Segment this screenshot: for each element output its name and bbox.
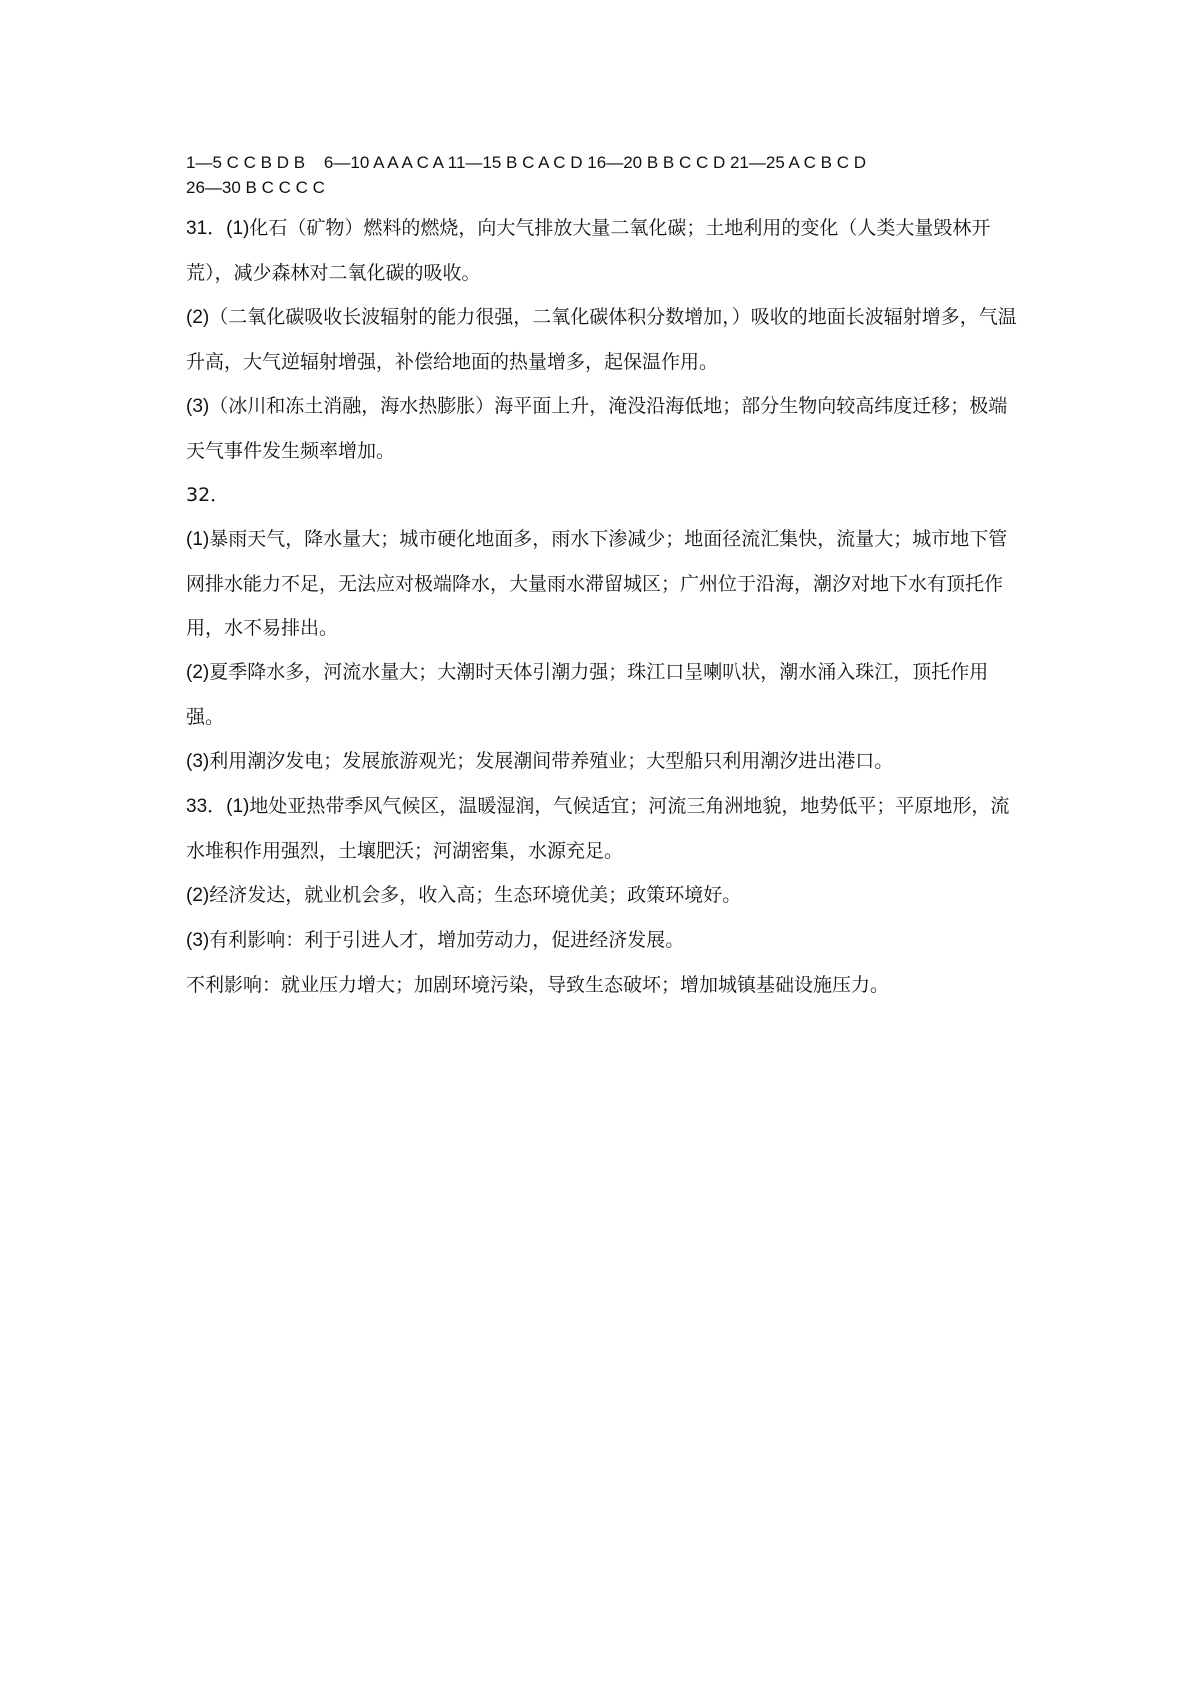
q33-part3-label: (3) — [186, 930, 210, 951]
q33-part2-label: (2) — [186, 885, 210, 906]
q31-part1-label: 31．(1) — [186, 218, 250, 239]
answer-key-line-1: 1—5 C C B D B 6—10 A A A C A 11—15 B C A C D 16—20 B B C C D 21—25 A C B C D — [186, 153, 867, 172]
q32-part2 — [186, 650, 1026, 739]
q32-part2-text: 夏季降水多，河流水量大；大潮时天体引潮力强；珠江口呈喇叭状，潮水涌入珠江，顶托作用强。 — [186, 661, 989, 728]
q31-part1 — [186, 206, 1026, 295]
q33-part3 — [186, 918, 1026, 963]
q33-part2-text: 经济发达，就业机会多，收入高；生态环境优美；政策环境好。 — [209, 884, 742, 906]
q32-part2-label: (2) — [186, 662, 210, 683]
q33-part4: 不利影响：就业压力增大；加剧环境污染，导致生态破坏；增加城镇基础设施压力。 — [186, 974, 890, 996]
q33-part2 — [186, 873, 1026, 918]
q32-part1-label: (1) — [186, 529, 210, 550]
q32-part1 — [186, 517, 1026, 650]
q31-part2-text: （二氧化碳吸收长波辐射的能力很强，二氧化碳体积分数增加，）吸收的地面长波辐射增多，气温升高，大气逆辐射增强，补偿给地面的热量增多，起保温作用。 — [186, 306, 1017, 373]
q31-part2 — [186, 295, 1026, 384]
q31-part3 — [186, 384, 1026, 473]
q32-part1-text: 暴雨天气，降水量大；城市硬化地面多，雨水下渗减少；地面径流汇集快，流量大；城市地下管网排水能力不足，无法应对极端降水，大量雨水滞留城区；广州位于沿海，潮汐对地下水有顶托作用，水不易排出。 — [186, 528, 1008, 639]
q31-part3-label: (3) — [186, 396, 210, 417]
answer-key-line-2: 26—30 B C C C C — [186, 178, 325, 197]
q31-part1-text: 化石（矿物）燃料的燃烧，向大气排放大量二氧化碳；土地利用的变化（人类大量毁林开荒），减少森林对二氧化碳的吸收。 — [186, 217, 991, 284]
q32-part3-text: 利用潮汐发电；发展旅游观光；发展潮间带养殖业；大型船只利用潮汐进出港口。 — [209, 750, 894, 772]
q33-part3-text: 有利影响：利于引进人才，增加劳动力，促进经济发展。 — [209, 929, 685, 951]
q31-part2-label: (2) — [186, 307, 210, 328]
q32-heading: 32． — [186, 484, 230, 506]
answer-content — [186, 150, 1026, 1007]
q32-part3-label: (3) — [186, 751, 210, 772]
q31-part3-text: （冰川和冻土消融，海水热膨胀）海平面上升，淹没沿海低地；部分生物向较高纬度迁移；极端天气事件发生频率增加。 — [186, 395, 1008, 462]
q33-part1-text: 地处亚热带季风气候区，温暖湿润，气候适宜；河流三角洲地貌，地势低平；平原地形，流水堆积作用强烈，土壤肥沃；河湖密集，水源充足。 — [186, 795, 1010, 862]
q33-part1 — [186, 784, 1026, 873]
q33-part1-label: 33．(1) — [186, 796, 250, 817]
q32-part3 — [186, 739, 1026, 784]
